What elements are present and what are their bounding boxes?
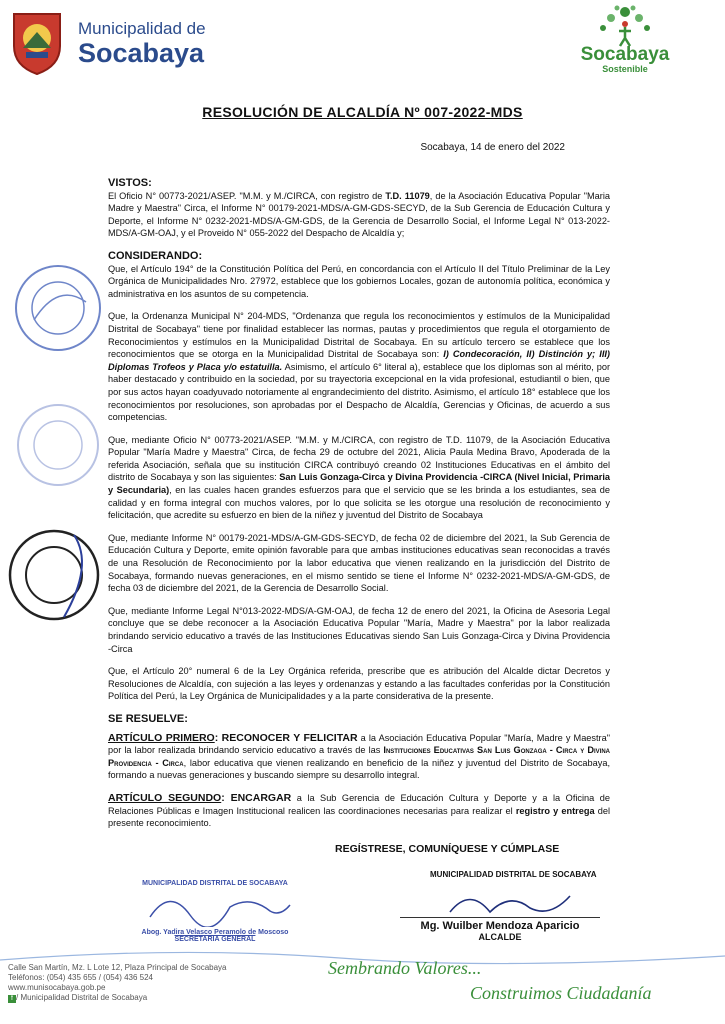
facebook-icon: f — [8, 995, 16, 1003]
p2-text-b: I) Condecoración, II) Distinción y; III) Diplomas Trofeos y Placa y/o estatuilla. — [108, 349, 610, 372]
vistos-text-b: , de la Asociación Educativa Popular "Maria Madre y Maestra" Circa, el Informe N° 00179-2021-MDS/A-GM-GDS-SECYD, de la Sub Gerencia de Educación Cultura y Deporte, el Informe N° 0232-2021-MDS/A-GM-GDS, de la Gerencia de Desarrollo Social, el Informe Legal N° 013-2022-MDS/A-GM-OAJ, y el Proveido N° 055-2022 del Despacho de Alcaldía y; — [108, 190, 610, 239]
org-line2: Socabaya — [78, 38, 205, 68]
left-signer-name: Abog. Yadira Velasco Peramolo de Moscoso — [141, 929, 289, 936]
art1-text-b: Instituciones Educativas San Luis Gonzaga - Circa y Divina Providencia - Circa — [108, 745, 610, 768]
considerando-p2 — [108, 310, 610, 423]
brand-name: Socabaya — [580, 44, 670, 65]
art1-verb: : RECONOCER Y FELICITAR — [214, 731, 358, 744]
left-stamp-org: MUNICIPALIDAD DISTRITAL DE SOCABAYA — [142, 880, 288, 887]
vistos-section — [108, 177, 610, 240]
resolution-title: RESOLUCIÓN DE ALCALDÍA Nº 007-2022-MDS — [202, 104, 523, 120]
considerando-heading: CONSIDERANDO: — [108, 249, 203, 262]
footer-phone: Teléfonos: (054) 435 655 / (054) 436 524 — [8, 973, 153, 982]
org-line1: Municipalidad de — [78, 19, 206, 38]
mayor-handwritten-signature — [440, 882, 580, 922]
articulo-primero — [108, 732, 610, 782]
considerando-p3 — [108, 434, 610, 522]
left-signer-role: SECRETARIA GENERAL — [174, 936, 256, 943]
resuelve-heading: SE RESUELVE: — [108, 712, 188, 725]
gerencia-municipal-stamp — [12, 262, 104, 354]
p2-text-a: Que, la Ordenanza Municipal N° 204-MDS, "Ordenanza que regula los reconocimientos y estímulos de la Municipalidad Distrital de Socabaya" tiene por finalidad establecer las normas, pautas y procedimientos que regula el otorgamiento de Reconocimientos y estímulos en la Municipalidad Distrital de Socabaya. En su artículo tercero se establece que los reconocimientos que se otorga en la Municipalidad Distrital de Socabaya son: — [108, 311, 610, 360]
slogan-line2: Construimos Ciudadanía — [470, 983, 652, 1003]
mayor-signature-block — [400, 870, 600, 942]
p3-text-a: Que, mediante Oficio N° 00773-2021/ASEP. "M.M. y M./CIRCA, con registro de T.D. 11079, de la Asociación Educativa Popular "María Madre y Maestra" Circa, de fecha 29 de octubre del 2021, Alicia Paula Medina Bravo, Apoderada de la referida Asociación, señala que su institución CIRCA contribuyó creando 02 Instituciones Educativas en el ámbito del distrito de Socabaya y son las siguientes: — [108, 434, 610, 483]
faded-office-stamp — [12, 395, 104, 495]
p3-text-b: San Luis Gonzaga-Circa y Divina Providencia -CIRCA (Nivel Inicial, Primaria y Secundaria) — [108, 472, 610, 496]
considerando-p5: Que, mediante Informe Legal N°013-2022-MDS/A-GM-OAJ, de fecha 12 de enero del 2021, la Oficina de Asesoria Legal concluye que se debe reconocer a la Asociación Educativa Popular "María, Madre y Maestra" por la labor realizada brindando servicio educativo a través de las Instituciones Educativas siendo San Luis Gonzaga-Circa y Divina Providencia -Circa — [108, 605, 610, 654]
art2-text-c: del presente reconocimiento. — [108, 805, 610, 829]
p3-text-c: , en las cuales hacen grandes esfuerzos para que el servicio que se les brinda a los estudiantes, sea de calidad y en forma integral con muchos valores, por lo que solicita se les otorgue una resolución de reconocimiento y felicitación, que acredite su esfuerzo en bien de la niñez y juventud del Distrito de Socabaya — [108, 485, 610, 521]
right-stamp-org: MUNICIPALIDAD DISTRITAL DE SOCABAYA — [430, 870, 597, 879]
art2-label: ARTÍCULO SEGUNDO — [108, 791, 222, 804]
tree-figure-icon — [593, 4, 657, 48]
footer-web[interactable]: www.munisocabaya.gob.pe — [8, 983, 106, 992]
vistos-text-a: El Oficio N° 00773-2021/ASEP. "M.M. y M./CIRCA, con registro de — [108, 190, 386, 201]
art2-text-b: registro y entrega — [515, 805, 595, 816]
municipality-name — [78, 20, 206, 68]
art2-text-a: a la Sub Gerencia de Educación Cultura y Deporte y a la Oficina de Relaciones Públicas e Imagen Institucional realicen las coordinaciones necesarias para realizar el — [108, 792, 611, 816]
resuelve-heading-wrap — [108, 713, 610, 726]
municipality-crest-logo — [8, 8, 66, 76]
considerando-p1 — [108, 250, 610, 300]
secretary-signature-block — [130, 880, 300, 943]
art1-label: ARTÍCULO PRIMERO — [108, 731, 215, 744]
gerencia-desarrollo-social-stamp — [4, 525, 104, 625]
vistos-td: T.D. 11079 — [385, 190, 430, 201]
articulo-segundo — [108, 792, 610, 830]
brand-subtitle: Sostenible — [602, 64, 648, 74]
footer-social-text: / Municipalidad Distrital de Socabaya — [16, 993, 148, 1002]
vistos-heading: VISTOS: — [108, 177, 152, 189]
considerando-p6: Que, el Artículo 20° numeral 6 de la Ley Orgánica referida, prescribe que es atribución del Alcalde dictar Decretos y Resoluciones de Alcaldía, con sujeción a las leyes y ordenanzas y estando a las facultades conferidas por la Constitución Política del Perú, la Ley Orgánica de Municipalidades y a la parte considerativa de la presente. — [108, 666, 610, 702]
p2-text-c: Asimismo, el artículo 6° literal a), establece que los diplomas son al mérito, por haber destacado y contribuido en la sociedad, por su trayectoria excepcional en la vida profesional, estudiantil o bien, que por sus actos hayan coadyuvado notoriamente al engrandecimiento del distrito. Asimismo, el artículo 18° establece que los reconocimientos por resoluciones, son aprobadas por el Despacho de Alcaldía, Gerencias y Oficinas, de acuerdo a sus competencias. — [108, 361, 611, 423]
closing-formula: REGÍSTRESE, COMUNÍQUESE Y CÚMPLASE — [335, 843, 560, 855]
considerando-p1-text: Que, el Artículo 194° de la Constitución Política del Perú, en concordancia con el Artículo II del Título Preliminar de la Ley Orgánica de Municipalidades Nro. 27972, establece que los gobiernos Locales, gozan de autonomía política, económica y administrativa en los asuntos de su competencia. — [108, 263, 610, 299]
footer-social — [8, 993, 227, 1003]
secretary-handwritten-signature — [130, 887, 300, 927]
resolution-body — [108, 177, 610, 840]
footer-address: Calle San Martín, Mz. L Lote 12, Plaza Principal de Socabaya — [8, 963, 227, 972]
art2-verb: : ENCARGAR — [221, 791, 292, 804]
right-signer-name: Mg. Wuilber Mendoza Aparicio — [400, 917, 600, 932]
socabaya-sostenible-logo — [565, 4, 685, 74]
document-date: Socabaya, 14 de enero del 2022 — [420, 142, 565, 153]
footer-contact — [8, 963, 227, 1003]
considerando-p4: Que, mediante Informe N° 00179-2021-MDS/A-GM-GDS-SECYD, de fecha 02 de diciembre del 2021, la Sub Gerencia de Educación Cultura y Deporte, emite opinión favorable para que ambas instituciones educativas sean reconocidas a través de una Resolución de Reconocimiento por la labor educativa que vienen realizando en la jurisdicción del Distrito de Socabaya, formando nuevas generaciones, en el mismo sentido se tiene el Informe N° 0232-2021-MDS/A-GM-GDS, de fecha 03 de diciembre del 2021, de la Gerencia de Desarrollo Social. — [108, 532, 610, 594]
art1-text-c: , labor educativa que vienen realizando en beneficio de la niñez y juventud del Distrito de Socabaya, formando a nuevas generaciones y buscando siempre su desarrollo integral. — [108, 757, 610, 781]
slogan-line1: Sembrando Valores... — [328, 958, 482, 978]
art1-text-a: a la Asociación Educativa Popular "María, Madre y Maestra" por la labor realizada brindando servicio educativo a través de las — [108, 732, 610, 756]
right-signer-role: ALCALDE — [478, 932, 522, 942]
